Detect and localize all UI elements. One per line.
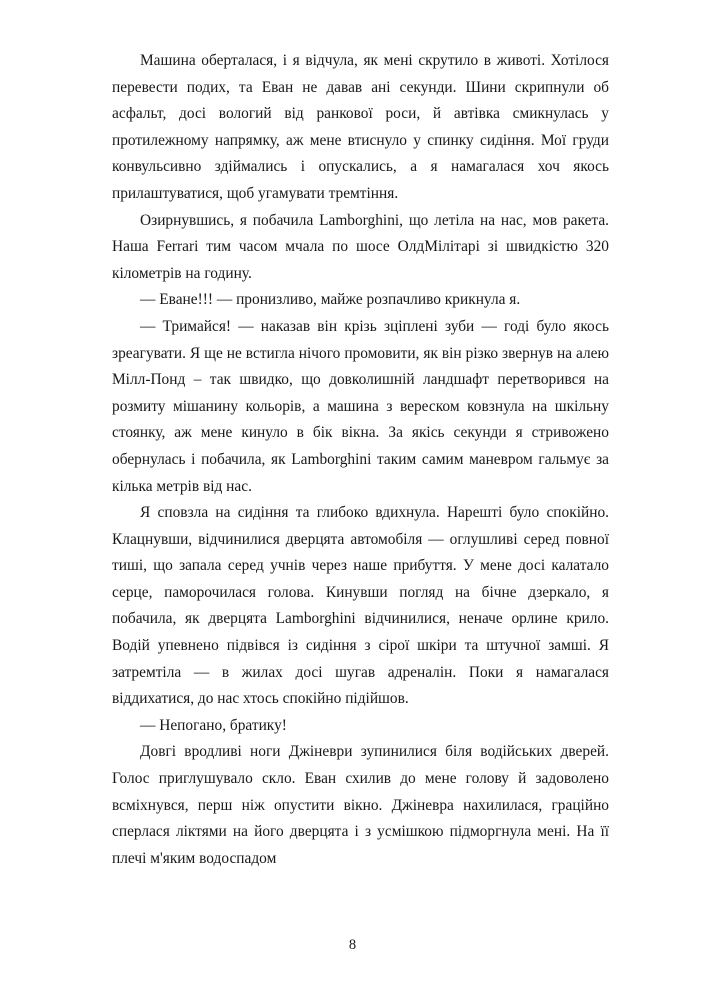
paragraph: Довгі вродливі ноги Джіневри зупинилися біля водійських дверей. Голос приглушувало скло. Еван схилив до мене голову й задоволено всміхнувся, перш ніж опустити вікно. Джіневра нахилилася, граційно сперлася ліктями на його дверцята і з усмішкою підморгнула мені. На її плечі м'яким водоспадом [112, 743, 609, 867]
paragraph: Я сповзла на сидіння та глибоко вдихнула. Нарешті було спокійно. Клацнувши, відчинилися дверцята автомобіля — оглушливі серед повної тиші, що запала серед учнів через наше прибуття. У мене досі калатало серце, паморочилася голова. Кинувши погляд на бічне дзеркало, я побачила, як дверцята Lamborghini відчинилися, неначе орлине крило. Водій упевнено підвівся із сидіння з сірої шкіри та штучної замші. Я затремтіла — в жилах досі шугав адреналін. Поки я намагалася віддихатися, до нас хтось спокійно підійшов. [112, 504, 609, 708]
paragraph-dialogue: — Тримайся! — наказав він крізь зціплені зуби — годі було якось зреагувати. Я ще не встигла нічого промовити, як він різко звернув на алею Мілл-Понд – так швидко, що довколишній ландшафт перетворився на розмиту мішанину кольорів, а машина з вереском ковзнула на шкільну стоянку, аж мене кинуло в бік вікна. За якісь секунди я стривожено обернулась і побачила, як Lamborghini таким самим маневром гальмує за кілька метрів від нас. [112, 317, 609, 495]
page-number: 8 [348, 937, 357, 953]
paragraph-dialogue: — Еване!!! — пронизливо, майже розпачливо крикнула я. [140, 291, 521, 309]
paragraph-dialogue: — Непогано, братику! [140, 716, 287, 734]
paragraph: Машина оберталася, і я відчула, як мені скрутило в животі. Хотілося перевести подих, та Еван не давав ані секунди. Шини скрипнули об асфальт, досі вологий від ранкової роси, й автівка смикнулась у протилежному напрямку, аж мене втиснуло у спинку сидіння. Мої груди конвульсивно здіймались і опускались, а я намагалася хоч якось прилаштуватися, щоб угамувати тремтіння. [112, 52, 609, 202]
paragraph: Озирнувшись, я побачила Lamborghini, що летіла на нас, мов ракета. Наша Ferrari тим часом мчала по шосе ОлдМілітарі зі швидкістю 320 кілометрів на годину. [112, 211, 609, 282]
page-text-body [112, 48, 609, 872]
